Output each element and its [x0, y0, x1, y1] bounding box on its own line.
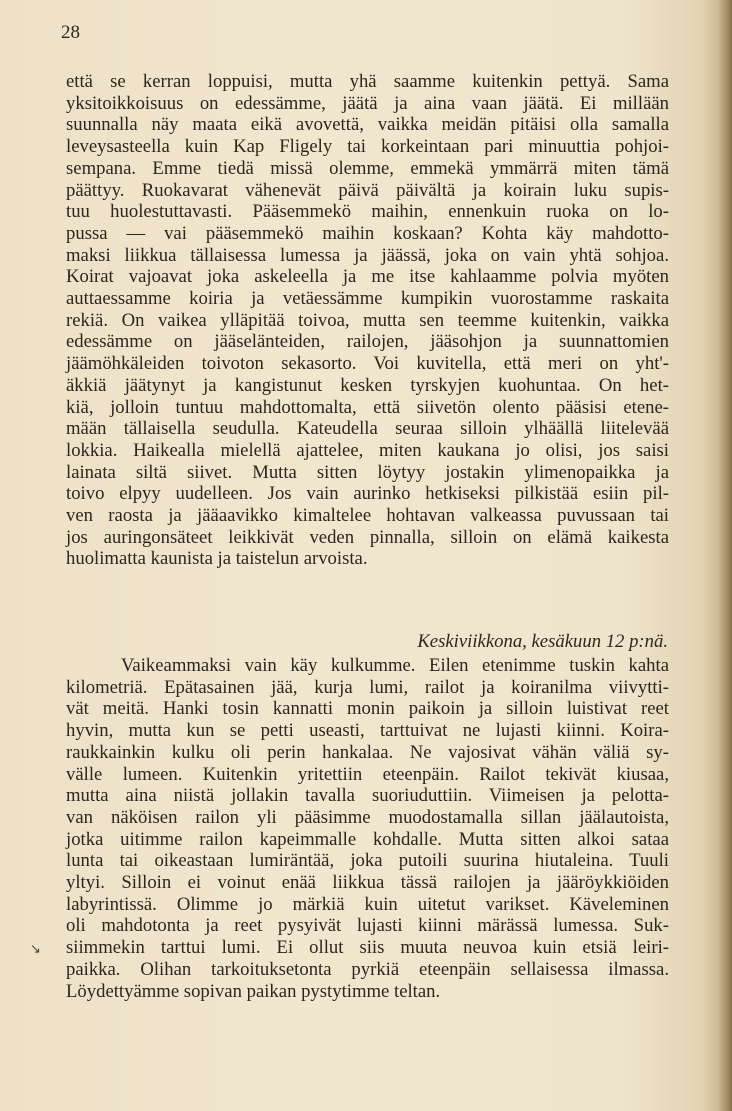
text-line: Vaikeammaksi vain käy kulkumme. Eilen etenimme tuskin kahta — [121, 655, 669, 676]
text-line: paikka. Olihan tarkoituksetonta pyrkiä eteenpäin sellaisessa ilmassa. — [66, 958, 669, 980]
page-number: 28 — [61, 22, 80, 43]
text-line: hyvin, mutta kun se petti useasti, tarttuivat ne lujasti kiinni. Koira- — [66, 720, 669, 742]
text-line: äkkiä jäätynyt ja kangistunut kesken tyrskyjen kuohuntaa. On het- — [66, 374, 669, 396]
text-line: jos auringonsäteet leikkivät veden pinnalla, silloin on elämä kaikesta — [66, 526, 669, 548]
text-line: auttaessamme koiria ja vetäessämme kumpikin vuorostamme raskaita — [66, 288, 669, 310]
text-line: pussa — vai pääsemmekö maihin koskaan? Kohta käy mahdotto- — [66, 222, 669, 244]
diary-date-heading: Keskiviikkona, kesäkuun 12 p:nä. — [417, 631, 668, 652]
text-line: Löydettyämme sopivan paikan pystytimme teltan. — [66, 980, 441, 1002]
text-line: jotka uitimme railon kapeimmalle kohdalle. Mutta sitten alkoi sataa — [66, 828, 669, 850]
text-line: lainata siltä siivet. Mutta sitten löytyy jostakin ylimenopaikka ja — [66, 461, 669, 483]
margin-mark: ↘ — [30, 942, 41, 957]
text-line: välle lumeen. Kuitenkin yritettiin eteenpäin. Railot tekivät kiusaa, — [66, 763, 669, 785]
text-line: mään tällaisella seudulla. Kateudella seuraa silloin ylhäällä liitelevää — [66, 418, 669, 440]
text-line: yltyi. Silloin ei voinut enää liikkua tässä railojen ja jääröykkiöiden — [66, 872, 669, 894]
text-line: rekiä. On vaikea ylläpitää toivoa, mutta sen teemme kuitenkin, vaikka — [66, 309, 669, 331]
text-line: tuu huolestuttavasti. Pääsemmekö maihin, ennenkuin ruoka on lo- — [66, 201, 669, 223]
text-line: mutta aina niistä jollakin tavalla suoriuduttiin. Viimeisen ja pelotta- — [66, 785, 669, 807]
text-line: lokkia. Haikealla mielellä ajattelee, miten kaukana jo olisi, jos saisi — [66, 439, 669, 461]
text-line: maksi liikkua tällaisessa lumessa ja jäässä, joka on vain yhtä sohjoa. — [66, 244, 669, 266]
page-edge-shadow — [718, 0, 732, 1111]
text-line: lunta tai oikeastaan lumiräntää, joka putoili suurina hiutaleina. Tuuli — [66, 850, 669, 872]
text-line: labyrintissä. Olimme jo märkiä kuin uitetut varikset. Käveleminen — [66, 893, 669, 915]
text-line: kilometriä. Epätasainen jää, kurja lumi, railot ja koiranilma viivytti- — [66, 676, 669, 698]
paragraph-1 — [66, 71, 669, 570]
text-line: raukkainkin kulku oli perin hankalaa. Ne vajosivat vähän väliä sy- — [66, 741, 669, 763]
text-line: päättyy. Ruokavarat vähenevät päivä päivältä ja koirain luku supis- — [66, 179, 669, 201]
text-line: leveysasteella kuin Kap Fligely tai korkeintaan pari minuuttia pohjoi- — [66, 136, 669, 158]
text-line: että se kerran loppuisi, mutta yhä saamme kuitenkin pettyä. Sama — [66, 71, 669, 92]
text-line: huolimatta kaunista ja taistelun arvoista. — [66, 548, 368, 570]
text-line: oli mahdotonta ja reet pysyivät lujasti kiinni märässä lumessa. Suk- — [66, 915, 669, 937]
text-line: jäämöhkäleiden toivoton sekasorto. Voi kuvitella, että meri on yht'- — [66, 353, 669, 375]
text-line: vät meitä. Hanki tosin kannatti monin paikoin ja silloin luistivat reet — [66, 698, 669, 720]
text-line: edessämme on jääselänteiden, railojen, jääsohjon ja suunnattomien — [66, 331, 669, 353]
text-line: sempana. Emme tiedä missä olemme, emmekä ymmärrä miten tämä — [66, 157, 669, 179]
text-line: siimmekin tarttui lumi. Ei ollut siis muuta neuvoa kuin etsiä leiri- — [66, 937, 669, 959]
text-line: suunnalla näy maata eikä avovettä, vaikka meidän pitäisi olla samalla — [66, 114, 669, 136]
text-line: van näköisen railon yli pääsimme muodostamalla sillan jäälautoista, — [66, 806, 669, 828]
text-line: Koirat vajoavat joka askeleella ja me itse kahlaamme polvia myöten — [66, 266, 669, 288]
paragraph-2 — [66, 655, 669, 1002]
text-line: kiä, jolloin tuntuu mahdottomalta, että siivetön olento pääsisi etene- — [66, 396, 669, 418]
text-line: ven raosta ja jääaavikko kimaltelee hohtavan valkeassa puvussaan tai — [66, 505, 669, 527]
text-line: toivo elpyy uudelleen. Jos vain aurinko hetkiseksi pilkistää esiin pil- — [66, 483, 669, 505]
text-line: yksitoikkoisuus on edessämme, jäätä ja aina vaan jäätä. Ei millään — [66, 92, 669, 114]
